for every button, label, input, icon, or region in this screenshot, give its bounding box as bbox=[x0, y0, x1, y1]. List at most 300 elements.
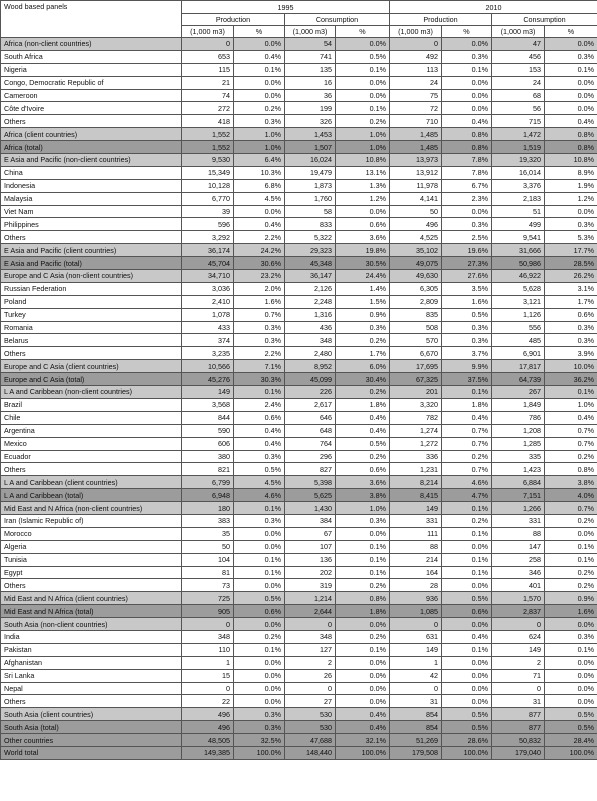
row-label: Romania bbox=[1, 321, 182, 334]
percent-cell: 0.2% bbox=[336, 334, 390, 347]
percent-cell: 3.5% bbox=[442, 282, 492, 295]
table-row bbox=[1, 502, 597, 515]
value-cell: 17,817 bbox=[492, 360, 545, 373]
row-label: Turkey bbox=[1, 308, 182, 321]
percent-cell: 0.1% bbox=[234, 553, 285, 566]
value-cell: 31,666 bbox=[492, 244, 545, 257]
value-cell: 149,385 bbox=[182, 746, 234, 759]
value-cell: 0 bbox=[492, 682, 545, 695]
percent-cell: 32.1% bbox=[336, 734, 390, 747]
table-row bbox=[1, 50, 597, 63]
value-cell: 530 bbox=[285, 708, 336, 721]
value-cell: 153 bbox=[492, 63, 545, 76]
value-cell: 4,525 bbox=[390, 231, 442, 244]
table-row bbox=[1, 334, 597, 347]
row-label: Cameroon bbox=[1, 89, 182, 102]
percent-cell: 0.0% bbox=[545, 76, 597, 89]
percent-cell: 3.6% bbox=[336, 476, 390, 489]
row-label: Others bbox=[1, 347, 182, 360]
percent-cell: 0.1% bbox=[442, 553, 492, 566]
percent-cell: 0.1% bbox=[545, 643, 597, 656]
value-cell: 21 bbox=[182, 76, 234, 89]
table-row bbox=[1, 192, 597, 205]
value-cell: 1,085 bbox=[390, 605, 442, 618]
value-cell: 624 bbox=[492, 630, 545, 643]
row-label: Others bbox=[1, 579, 182, 592]
percent-cell: 10.3% bbox=[234, 166, 285, 179]
value-cell: 13,912 bbox=[390, 166, 442, 179]
value-cell: 2,248 bbox=[285, 295, 336, 308]
percent-cell: 0.0% bbox=[442, 579, 492, 592]
value-cell: 319 bbox=[285, 579, 336, 592]
value-cell: 1,078 bbox=[182, 308, 234, 321]
row-label: E Asia and Pacific (client countries) bbox=[1, 244, 182, 257]
value-cell: 54 bbox=[285, 38, 336, 51]
row-label: Egypt bbox=[1, 566, 182, 579]
row-label: Viet Nam bbox=[1, 205, 182, 218]
value-cell: 45,276 bbox=[182, 373, 234, 386]
value-cell: 0 bbox=[285, 682, 336, 695]
percent-cell: 26.2% bbox=[545, 270, 597, 283]
percent-cell: 0.0% bbox=[336, 205, 390, 218]
value-cell: 5,398 bbox=[285, 476, 336, 489]
table-row bbox=[1, 695, 597, 708]
value-cell: 725 bbox=[182, 592, 234, 605]
percent-cell: 0.0% bbox=[545, 656, 597, 669]
percent-cell: 30.4% bbox=[336, 373, 390, 386]
percent-cell: 0.5% bbox=[336, 50, 390, 63]
percent-cell: 0.1% bbox=[545, 540, 597, 553]
percent-cell: 2.3% bbox=[442, 192, 492, 205]
percent-cell: 1.7% bbox=[545, 295, 597, 308]
percent-cell: 0.2% bbox=[234, 102, 285, 115]
value-cell: 8,214 bbox=[390, 476, 442, 489]
percent-cell: 0.6% bbox=[234, 605, 285, 618]
table-row bbox=[1, 669, 597, 682]
percent-cell: 0.0% bbox=[545, 89, 597, 102]
value-cell: 710 bbox=[390, 115, 442, 128]
value-cell: 436 bbox=[285, 321, 336, 334]
row-label: Nepal bbox=[1, 682, 182, 695]
percent-cell: 0.4% bbox=[336, 721, 390, 734]
percent-cell: 0.0% bbox=[545, 38, 597, 51]
table-row bbox=[1, 450, 597, 463]
percent-cell: 0.0% bbox=[545, 205, 597, 218]
value-cell: 374 bbox=[182, 334, 234, 347]
percent-cell: 19.6% bbox=[442, 244, 492, 257]
value-cell: 17,695 bbox=[390, 360, 442, 373]
percent-cell: 0.0% bbox=[336, 76, 390, 89]
percent-cell: 23.2% bbox=[234, 270, 285, 283]
value-cell: 1,849 bbox=[492, 398, 545, 411]
value-cell: 24 bbox=[492, 76, 545, 89]
value-cell: 149 bbox=[390, 502, 442, 515]
value-cell: 485 bbox=[492, 334, 545, 347]
value-cell: 854 bbox=[390, 721, 442, 734]
value-cell: 48,505 bbox=[182, 734, 234, 747]
row-label: Africa (total) bbox=[1, 141, 182, 154]
table-row bbox=[1, 618, 597, 631]
row-label: L A and Caribbean (client countries) bbox=[1, 476, 182, 489]
percent-cell: 24.2% bbox=[234, 244, 285, 257]
percent-cell: 8.9% bbox=[545, 166, 597, 179]
consumption-header: Consumption bbox=[285, 14, 390, 26]
value-cell: 331 bbox=[390, 514, 442, 527]
row-label: Ecuador bbox=[1, 450, 182, 463]
percent-cell: 32.5% bbox=[234, 734, 285, 747]
percent-cell: 0.6% bbox=[336, 463, 390, 476]
value-cell: 50 bbox=[390, 205, 442, 218]
production-header: Production bbox=[390, 14, 492, 26]
percent-cell: 0.0% bbox=[545, 669, 597, 682]
percent-cell: 1.2% bbox=[336, 192, 390, 205]
percent-cell: 0.5% bbox=[545, 708, 597, 721]
percent-cell: 0.6% bbox=[234, 411, 285, 424]
value-cell: 74 bbox=[182, 89, 234, 102]
percent-cell: 0.6% bbox=[545, 308, 597, 321]
percent-cell: 0.1% bbox=[234, 63, 285, 76]
value-cell: 1 bbox=[390, 656, 442, 669]
row-label: Mexico bbox=[1, 437, 182, 450]
table-row bbox=[1, 579, 597, 592]
row-label: Malaysia bbox=[1, 192, 182, 205]
value-cell: 2,410 bbox=[182, 295, 234, 308]
value-cell: 115 bbox=[182, 63, 234, 76]
table-row bbox=[1, 386, 597, 399]
value-cell: 5,628 bbox=[492, 282, 545, 295]
percent-cell: 2.2% bbox=[234, 347, 285, 360]
percent-cell: 0.4% bbox=[336, 424, 390, 437]
percent-cell: 0.3% bbox=[545, 321, 597, 334]
row-label: Congo, Democratic Republic of bbox=[1, 76, 182, 89]
percent-cell: 0.8% bbox=[545, 141, 597, 154]
percent-cell: 0.0% bbox=[234, 579, 285, 592]
percent-cell: 0.0% bbox=[336, 656, 390, 669]
percent-cell: 0.4% bbox=[234, 218, 285, 231]
value-cell: 1,485 bbox=[390, 128, 442, 141]
percent-cell: 0.1% bbox=[336, 63, 390, 76]
table-row bbox=[1, 424, 597, 437]
percent-cell: 7.1% bbox=[234, 360, 285, 373]
table-row bbox=[1, 257, 597, 270]
percent-cell: 0.2% bbox=[442, 514, 492, 527]
row-label: Iran (Islamic Republic of) bbox=[1, 514, 182, 527]
percent-cell: 3.7% bbox=[442, 347, 492, 360]
value-cell: 821 bbox=[182, 463, 234, 476]
value-cell: 499 bbox=[492, 218, 545, 231]
percent-cell: 0.0% bbox=[545, 527, 597, 540]
value-cell: 492 bbox=[390, 50, 442, 63]
value-cell: 1,507 bbox=[285, 141, 336, 154]
row-label: Mid East and N Africa (client countries) bbox=[1, 592, 182, 605]
value-cell: 75 bbox=[390, 89, 442, 102]
table-row bbox=[1, 270, 597, 283]
percent-cell: 0.2% bbox=[234, 630, 285, 643]
row-label: Mid East and N Africa (total) bbox=[1, 605, 182, 618]
percent-cell: 1.0% bbox=[545, 398, 597, 411]
value-cell: 81 bbox=[182, 566, 234, 579]
percent-cell: 0.2% bbox=[336, 579, 390, 592]
table-row bbox=[1, 308, 597, 321]
value-cell: 8,415 bbox=[390, 489, 442, 502]
value-cell: 3,320 bbox=[390, 398, 442, 411]
value-cell: 11,978 bbox=[390, 179, 442, 192]
percent-cell: 0.0% bbox=[234, 695, 285, 708]
table-row bbox=[1, 592, 597, 605]
table-row bbox=[1, 76, 597, 89]
percent-cell: 0.8% bbox=[545, 128, 597, 141]
percent-cell: 0.0% bbox=[545, 618, 597, 631]
table-row bbox=[1, 63, 597, 76]
percent-cell: 1.2% bbox=[545, 192, 597, 205]
percent-cell: 0.0% bbox=[442, 656, 492, 669]
row-label: Others bbox=[1, 115, 182, 128]
table-row bbox=[1, 102, 597, 115]
value-cell: 508 bbox=[390, 321, 442, 334]
percent-cell: 1.0% bbox=[234, 141, 285, 154]
table-row bbox=[1, 746, 597, 759]
percent-cell: 0.3% bbox=[545, 630, 597, 643]
percent-cell: 0.0% bbox=[234, 527, 285, 540]
percent-cell: 0.2% bbox=[336, 115, 390, 128]
value-cell: 296 bbox=[285, 450, 336, 463]
value-cell: 56 bbox=[492, 102, 545, 115]
value-cell: 596 bbox=[182, 218, 234, 231]
percent-cell: 0.0% bbox=[545, 682, 597, 695]
percent-cell: 0.0% bbox=[234, 656, 285, 669]
row-label: South Asia (client countries) bbox=[1, 708, 182, 721]
percent-cell: 4.5% bbox=[234, 476, 285, 489]
percent-cell: 0.3% bbox=[442, 218, 492, 231]
percent-cell: 28.5% bbox=[545, 257, 597, 270]
row-label: Côte d'Ivoire bbox=[1, 102, 182, 115]
table-row bbox=[1, 89, 597, 102]
value-cell: 0 bbox=[390, 682, 442, 695]
percent-cell: 0.0% bbox=[442, 102, 492, 115]
percent-cell: 0.5% bbox=[442, 308, 492, 321]
value-cell: 50,832 bbox=[492, 734, 545, 747]
table-row bbox=[1, 231, 597, 244]
percent-cell: 0.0% bbox=[545, 695, 597, 708]
percent-cell: 0.0% bbox=[442, 540, 492, 553]
value-cell: 15,349 bbox=[182, 166, 234, 179]
percent-cell: 100.0% bbox=[442, 746, 492, 759]
value-cell: 646 bbox=[285, 411, 336, 424]
table-title: Wood based panels bbox=[1, 1, 182, 38]
percent-cell: 0.1% bbox=[234, 386, 285, 399]
percent-cell: 0.3% bbox=[234, 708, 285, 721]
value-cell: 110 bbox=[182, 643, 234, 656]
unit-header: (1,000 m3) bbox=[182, 26, 234, 38]
value-cell: 0 bbox=[182, 38, 234, 51]
value-cell: 72 bbox=[390, 102, 442, 115]
percent-cell: 4.5% bbox=[234, 192, 285, 205]
value-cell: 786 bbox=[492, 411, 545, 424]
value-cell: 179,508 bbox=[390, 746, 442, 759]
value-cell: 936 bbox=[390, 592, 442, 605]
value-cell: 3,235 bbox=[182, 347, 234, 360]
value-cell: 107 bbox=[285, 540, 336, 553]
value-cell: 1,214 bbox=[285, 592, 336, 605]
percent-cell: 1.0% bbox=[234, 128, 285, 141]
percent-cell: 0.1% bbox=[545, 63, 597, 76]
value-cell: 15 bbox=[182, 669, 234, 682]
row-label: Europe and C Asia (client countries) bbox=[1, 360, 182, 373]
row-label: World total bbox=[1, 746, 182, 759]
value-cell: 606 bbox=[182, 437, 234, 450]
percent-cell: 0.0% bbox=[336, 618, 390, 631]
percent-cell: 6.4% bbox=[234, 154, 285, 167]
production-header: Production bbox=[182, 14, 285, 26]
percent-cell: 2.5% bbox=[442, 231, 492, 244]
percent-cell: 0.0% bbox=[442, 695, 492, 708]
unit-header: (1,000 m3) bbox=[492, 26, 545, 38]
percent-cell: 0.7% bbox=[442, 437, 492, 450]
value-cell: 0 bbox=[285, 618, 336, 631]
value-cell: 0 bbox=[182, 682, 234, 695]
value-cell: 336 bbox=[390, 450, 442, 463]
percent-cell: 0.3% bbox=[545, 50, 597, 63]
row-label: Other countries bbox=[1, 734, 182, 747]
value-cell: 19,479 bbox=[285, 166, 336, 179]
percent-cell: 1.0% bbox=[336, 141, 390, 154]
value-cell: 104 bbox=[182, 553, 234, 566]
value-cell: 2,480 bbox=[285, 347, 336, 360]
percent-cell: 6.7% bbox=[442, 179, 492, 192]
percent-cell: 1.9% bbox=[545, 179, 597, 192]
value-cell: 180 bbox=[182, 502, 234, 515]
value-cell: 199 bbox=[285, 102, 336, 115]
percent-cell: 0.3% bbox=[442, 334, 492, 347]
value-cell: 556 bbox=[492, 321, 545, 334]
value-cell: 1,266 bbox=[492, 502, 545, 515]
percent-cell: 1.6% bbox=[234, 295, 285, 308]
percent-cell: 0.3% bbox=[234, 450, 285, 463]
percent-cell: 1.8% bbox=[442, 398, 492, 411]
percent-cell: 0.7% bbox=[442, 463, 492, 476]
percent-cell: 0.1% bbox=[545, 553, 597, 566]
value-cell: 346 bbox=[492, 566, 545, 579]
value-cell: 877 bbox=[492, 708, 545, 721]
table-row bbox=[1, 295, 597, 308]
percent-cell: 2.2% bbox=[234, 231, 285, 244]
percent-cell: 1.0% bbox=[336, 502, 390, 515]
value-cell: 1,285 bbox=[492, 437, 545, 450]
value-cell: 3,036 bbox=[182, 282, 234, 295]
value-cell: 50 bbox=[182, 540, 234, 553]
percent-cell: 19.8% bbox=[336, 244, 390, 257]
value-cell: 9,541 bbox=[492, 231, 545, 244]
value-cell: 782 bbox=[390, 411, 442, 424]
value-cell: 35 bbox=[182, 527, 234, 540]
percent-cell: 0.1% bbox=[442, 63, 492, 76]
table-row bbox=[1, 218, 597, 231]
percent-cell: 0.0% bbox=[234, 89, 285, 102]
value-cell: 45,099 bbox=[285, 373, 336, 386]
value-cell: 58 bbox=[285, 205, 336, 218]
percent-cell: 0.0% bbox=[234, 618, 285, 631]
value-cell: 31 bbox=[390, 695, 442, 708]
value-cell: 39 bbox=[182, 205, 234, 218]
value-cell: 45,704 bbox=[182, 257, 234, 270]
value-cell: 348 bbox=[182, 630, 234, 643]
percent-cell: 0.2% bbox=[336, 450, 390, 463]
value-cell: 26 bbox=[285, 669, 336, 682]
value-cell: 13,973 bbox=[390, 154, 442, 167]
percent-cell: 0.5% bbox=[545, 721, 597, 734]
value-cell: 3,376 bbox=[492, 179, 545, 192]
table-row bbox=[1, 244, 597, 257]
value-cell: 136 bbox=[285, 553, 336, 566]
value-cell: 67,325 bbox=[390, 373, 442, 386]
percent-cell: 0.0% bbox=[336, 89, 390, 102]
row-label: South Asia (non-client countries) bbox=[1, 618, 182, 631]
value-cell: 214 bbox=[390, 553, 442, 566]
row-label: South Asia (total) bbox=[1, 721, 182, 734]
value-cell: 67 bbox=[285, 527, 336, 540]
percent-cell: 1.8% bbox=[336, 605, 390, 618]
value-cell: 1,316 bbox=[285, 308, 336, 321]
percent-cell: 0.8% bbox=[442, 128, 492, 141]
value-cell: 631 bbox=[390, 630, 442, 643]
value-cell: 653 bbox=[182, 50, 234, 63]
percent-cell: 4.6% bbox=[234, 489, 285, 502]
table-row bbox=[1, 708, 597, 721]
value-cell: 1,423 bbox=[492, 463, 545, 476]
percent-cell: 0.5% bbox=[336, 437, 390, 450]
row-label: Poland bbox=[1, 295, 182, 308]
value-cell: 164 bbox=[390, 566, 442, 579]
percent-cell: 0.5% bbox=[234, 463, 285, 476]
percent-cell: 0.4% bbox=[442, 630, 492, 643]
percent-cell: 0.7% bbox=[545, 437, 597, 450]
value-cell: 2 bbox=[492, 656, 545, 669]
percent-cell: 0.4% bbox=[442, 411, 492, 424]
table-row bbox=[1, 476, 597, 489]
percent-cell: 0.0% bbox=[442, 205, 492, 218]
row-label: Mid East and N Africa (non-client countries) bbox=[1, 502, 182, 515]
value-cell: 258 bbox=[492, 553, 545, 566]
percent-cell: 0.4% bbox=[336, 708, 390, 721]
percent-cell: 0.4% bbox=[442, 115, 492, 128]
percent-cell: 0.2% bbox=[336, 630, 390, 643]
table-row bbox=[1, 141, 597, 154]
value-cell: 2,837 bbox=[492, 605, 545, 618]
percent-cell: 0.0% bbox=[442, 89, 492, 102]
value-cell: 3,568 bbox=[182, 398, 234, 411]
value-cell: 380 bbox=[182, 450, 234, 463]
percent-cell: 0.1% bbox=[336, 553, 390, 566]
value-cell: 335 bbox=[492, 450, 545, 463]
value-cell: 1,552 bbox=[182, 141, 234, 154]
value-cell: 147 bbox=[492, 540, 545, 553]
row-label: Belarus bbox=[1, 334, 182, 347]
percent-cell: 28.6% bbox=[442, 734, 492, 747]
value-cell: 149 bbox=[182, 386, 234, 399]
value-cell: 9,530 bbox=[182, 154, 234, 167]
value-cell: 844 bbox=[182, 411, 234, 424]
percent-cell: 0.7% bbox=[442, 424, 492, 437]
value-cell: 905 bbox=[182, 605, 234, 618]
value-cell: 22 bbox=[182, 695, 234, 708]
row-label: Others bbox=[1, 463, 182, 476]
percent-cell: 4.6% bbox=[442, 476, 492, 489]
percent-cell: 0.4% bbox=[545, 115, 597, 128]
row-label: Algeria bbox=[1, 540, 182, 553]
percent-cell: 3.1% bbox=[545, 282, 597, 295]
percent-cell: 0.1% bbox=[442, 643, 492, 656]
value-cell: 73 bbox=[182, 579, 234, 592]
